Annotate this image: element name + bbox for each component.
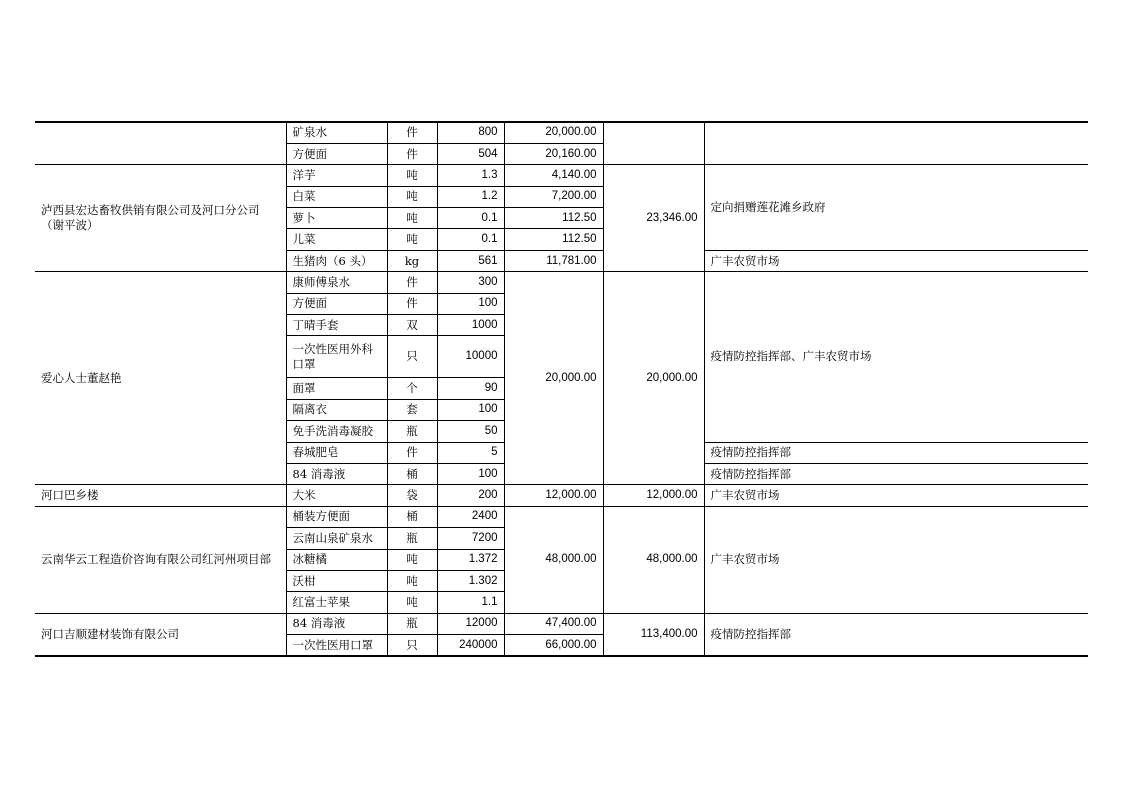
item-name-cell: 桶装方便面 [286,506,387,527]
item-name-cell: 春城肥皂 [286,442,387,463]
quantity-cell: 561 [437,250,504,271]
amount-cell: 4,140.00 [504,165,603,186]
item-name-cell: 萝卜 [286,208,387,229]
table-row [35,165,1088,186]
unit-cell: 桶 [387,506,437,527]
item-name-cell: 儿菜 [286,229,387,250]
unit-cell: 袋 [387,485,437,506]
quantity-cell: 10000 [437,336,504,378]
donor-cell: 云南华云工程造价咨询有限公司红河州项目部 [35,506,286,613]
unit-cell: 件 [387,122,437,143]
donor-cell: 河口吉顺建材装饰有限公司 [35,613,286,656]
usage-cell: 广丰农贸市场 [704,485,1088,506]
item-name-cell: 一次性医用外科口罩 [286,336,387,378]
item-name-cell: 方便面 [286,143,387,164]
item-name-cell: 矿泉水 [286,122,387,143]
unit-cell: 双 [387,315,437,336]
usage-cell: 疫情防控指挥部 [704,613,1088,656]
amount-cell: 11,781.00 [504,250,603,271]
amount-cell: 66,000.00 [504,635,603,656]
unit-cell: 件 [387,442,437,463]
table-row [35,272,1088,293]
item-name-cell: 方便面 [286,293,387,314]
table-row [35,613,1088,634]
usage-cell: 广丰农贸市场 [704,506,1088,613]
unit-cell: 只 [387,635,437,656]
quantity-cell: 100 [437,463,504,484]
item-name-cell: 洋芋 [286,165,387,186]
unit-cell: 瓶 [387,421,437,442]
unit-cell: 吨 [387,570,437,591]
unit-cell: 吨 [387,592,437,613]
amount-cell: 7,200.00 [504,186,603,207]
quantity-cell: 0.1 [437,208,504,229]
quantity-cell: 300 [437,272,504,293]
amount-cell: 112.50 [504,208,603,229]
usage-cell: 疫情防控指挥部 [704,442,1088,463]
amount-cell: 12,000.00 [504,485,603,506]
amount-cell: 20,000.00 [504,122,603,143]
donor-cell [35,122,286,165]
item-name-cell: 84 消毒液 [286,463,387,484]
quantity-cell: 90 [437,378,504,399]
donation-table [35,121,1088,657]
usage-cell: 广丰农贸市场 [704,250,1088,271]
quantity-cell: 1.372 [437,549,504,570]
unit-cell: 吨 [387,549,437,570]
amount-cell: 20,000.00 [504,272,603,485]
unit-cell: 件 [387,272,437,293]
quantity-cell: 0.1 [437,229,504,250]
item-name-cell: 大米 [286,485,387,506]
quantity-cell: 5 [437,442,504,463]
unit-cell: 吨 [387,165,437,186]
item-name-cell: 隔离衣 [286,399,387,420]
quantity-cell: 100 [437,293,504,314]
unit-cell: 只 [387,336,437,378]
quantity-cell: 7200 [437,528,504,549]
quantity-cell: 800 [437,122,504,143]
item-name-cell: 免手洗消毒凝胶 [286,421,387,442]
amount-cell: 20,160.00 [504,143,603,164]
quantity-cell: 1000 [437,315,504,336]
unit-cell: 吨 [387,208,437,229]
total-cell: 113,400.00 [603,613,704,656]
unit-cell: 瓶 [387,528,437,549]
item-name-cell: 沃柑 [286,570,387,591]
donor-cell: 泸西县宏达畜牧供销有限公司及河口分公司（谢平波） [35,165,286,272]
unit-cell: 吨 [387,229,437,250]
total-cell: 20,000.00 [603,272,704,485]
donor-cell: 河口巴乡楼 [35,485,286,506]
unit-cell: 瓶 [387,613,437,634]
table-row [35,485,1088,506]
quantity-cell: 200 [437,485,504,506]
donor-cell: 爱心人士董赵艳 [35,272,286,485]
quantity-cell: 100 [437,399,504,420]
quantity-cell: 12000 [437,613,504,634]
quantity-cell: 504 [437,143,504,164]
quantity-cell: 1.3 [437,165,504,186]
item-name-cell: 康师傅泉水 [286,272,387,293]
item-name-cell: 丁晴手套 [286,315,387,336]
item-name-cell: 84 消毒液 [286,613,387,634]
item-name-cell: 面罩 [286,378,387,399]
item-name-cell: 白菜 [286,186,387,207]
quantity-cell: 1.302 [437,570,504,591]
table-row [35,122,1088,143]
unit-cell: kg [387,250,437,271]
unit-cell: 个 [387,378,437,399]
amount-cell: 112.50 [504,229,603,250]
total-cell: 12,000.00 [603,485,704,506]
item-name-cell: 云南山泉矿泉水 [286,528,387,549]
item-name-cell: 一次性医用口罩 [286,635,387,656]
total-cell [603,122,704,165]
quantity-cell: 240000 [437,635,504,656]
quantity-cell: 2400 [437,506,504,527]
quantity-cell: 1.1 [437,592,504,613]
quantity-cell: 50 [437,421,504,442]
usage-cell: 疫情防控指挥部、广丰农贸市场 [704,272,1088,442]
amount-cell: 48,000.00 [504,506,603,613]
total-cell: 23,346.00 [603,165,704,272]
unit-cell: 件 [387,143,437,164]
unit-cell: 吨 [387,186,437,207]
unit-cell: 桶 [387,463,437,484]
usage-cell: 定向捐赠莲花滩乡政府 [704,165,1088,251]
item-name-cell: 冰糖橘 [286,549,387,570]
total-cell: 48,000.00 [603,506,704,613]
usage-cell [704,122,1088,165]
quantity-cell: 1.2 [437,186,504,207]
unit-cell: 件 [387,293,437,314]
usage-cell: 疫情防控指挥部 [704,463,1088,484]
table-row [35,506,1088,527]
item-name-cell: 生猪肉（6 头） [286,250,387,271]
unit-cell: 套 [387,399,437,420]
item-name-cell: 红富士苹果 [286,592,387,613]
amount-cell: 47,400.00 [504,613,603,634]
